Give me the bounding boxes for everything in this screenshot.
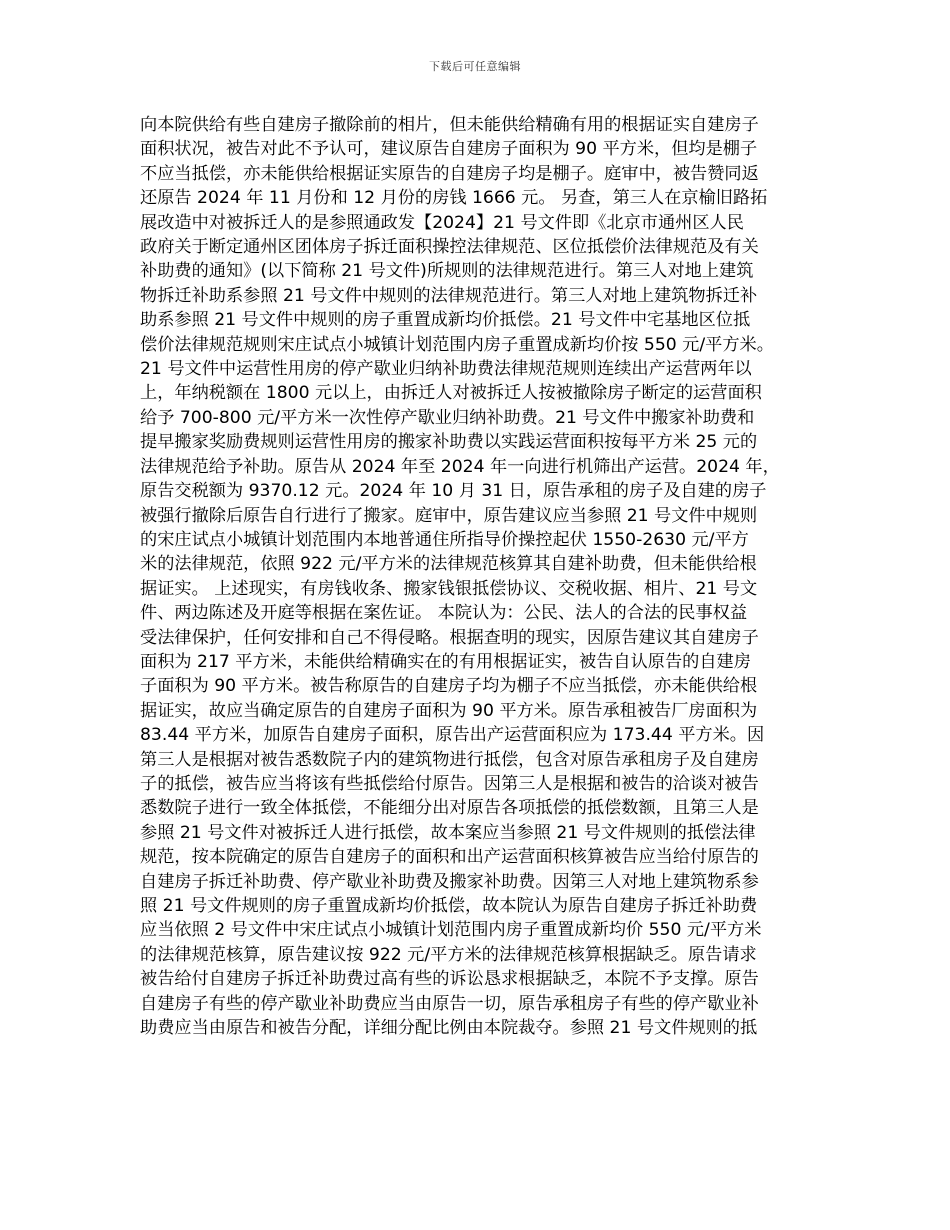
body-line: 面积状况，被告对此不予认可，建议原告自建房子面积为 90 平方米，但均是棚子 [140, 139, 758, 160]
body-line: 不应当抵偿，亦未能供给根据证实原告的自建房子均是棚子。庭审中，被告赞同返 [140, 163, 759, 184]
body-line: 给予 700-800 元/平方米一次性停产歇业归纳补助费。21 号文件中搬家补助费和 [140, 407, 755, 428]
body-line: 物拆迁补助系参照 21 号文件中规则的法律规范进行。第三人对地上建筑物拆迁补 [140, 285, 758, 306]
body-line: 21 号文件中运营性用房的停产歇业归纳补助费法律规范规则连续出产运营两年以 [140, 359, 752, 380]
body-line: 子面积为 90 平方米。被告称原告的自建房子均为棚子不应当抵偿，亦未能供给根 [140, 676, 758, 697]
body-line: 上，年纳税额在 1800 元以上，由拆迁人对被拆迁人按被撤除房子断定的运营面积 [140, 383, 762, 404]
body-line: 受法律保护，任何安排和自己不得侵略。根据查明的现实，因原告建议其自建房子 [140, 627, 759, 648]
body-line: 悉数院子进行一致全体抵偿，不能细分出对原告各项抵偿的抵偿数额，且第三人是 [140, 798, 759, 819]
body-line: 照 21 号文件规则的房子重置成新均价抵偿，故本院认为原告自建房子拆迁补助费 [140, 896, 758, 916]
body-line: 还原告 2024 年 11 月份和 12 月份的房钱 1666 元。 另查，第三人在京榆旧路拓 [140, 188, 768, 209]
page-header-note: 下载后可任意编辑 [429, 60, 521, 73]
document-body [140, 113, 812, 1040]
body-line: 被强行撤除后原告自行进行了搬家。庭审中，原告建议应当参照 21 号文件中规则 [140, 505, 758, 526]
body-line: 政府关于断定通州区团体房子拆迁面积操控法律规范、区位抵偿价法律规范及有关 [140, 237, 759, 258]
body-line: 展改造中对被拆迁人的是参照通政发【2024】21 号文件即《北京市通州区人民 [140, 212, 744, 233]
body-line: 自建房子拆迁补助费、停产歇业补助费及搬家补助费。因第三人对地上建筑物系参 [140, 871, 759, 892]
body-line: 规范，按本院确定的原告自建房子的面积和出产运营面积核算被告应当给付原告的 [140, 847, 759, 868]
body-line: 被告给付自建房子拆迁补助费过高有些的诉讼恳求根据缺乏，本院不予支撑。原告 [140, 969, 759, 990]
body-line: 原告交税额为 9370.12 元。2024 年 10 月 31 日，原告承租的房子及自建的房子 [140, 481, 767, 502]
body-line: 助费应当由原告和被告分配，详细分配比例由本院裁夺。参照 21 号文件规则的抵 [140, 1018, 758, 1039]
body-line: 米的法律规范，依照 922 元/平方米的法律规范核算其自建补助费，但未能供给根 [140, 554, 757, 575]
body-line: 第三人是根据对被告悉数院子内的建筑物进行抵偿，包含对原告承租房子及自建房 [140, 749, 759, 770]
body-line: 应当依照 2 号文件中宋庄试点小城镇计划范围内房子重置成新均价 550 元/平方米 [140, 920, 762, 941]
body-line: 83.44 平方米，加原告自建房子面积，原告出产运营面积应为 173.44 平方米。因 [140, 725, 765, 746]
body-line: 参照 21 号文件对被拆迁人进行抵偿，故本案应当参照 21 号文件规则的抵偿法律 [140, 822, 756, 843]
body-line: 据证实。 上述现实，有房钱收条、搬家钱银抵偿协议、交税收据、相片、21 号文 [140, 578, 758, 599]
body-line: 偿价法律规范规则宋庄试点小城镇计划范围内房子重置成新均价按 550 元/平方米。 [140, 334, 774, 355]
body-line: 法律规范给予补助。原告从 2024 年至 2024 年一向进行机筛出产运营。2024 年， [140, 456, 780, 477]
body-line: 提早搬家奖励费规则运营性用房的搬家补助费以实践运营面积按每平方米 25 元的 [140, 432, 758, 453]
body-line: 件、两边陈述及开庭等根据在案佐证。 本院认为：公民、法人的合法的民事权益 [140, 603, 748, 624]
body-line: 据证实，故应当确定原告的自建房子面积为 90 平方米。原告承租被告厂房面积为 [140, 700, 758, 721]
body-line: 向本院供给有些自建房子撤除前的相片，但未能供给精确有用的根据证实自建房子 [140, 115, 759, 135]
body-line: 自建房子有些的停产歇业补助费应当由原告一切，原告承租房子有些的停产歇业补 [140, 993, 759, 1014]
body-line: 面积为 217 平方米，未能供给精确实在的有用根据证实，被告自认原告的自建房 [140, 651, 751, 672]
body-line: 的宋庄试点小城镇计划范围内本地普通住所指导价操控起伏 1550-2630 元/平方 [140, 529, 749, 550]
body-line: 的法律规范核算，原告建议按 922 元/平方米的法律规范核算根据缺乏。原告请求 [140, 944, 757, 965]
body-line: 助系参照 21 号文件中规则的房子重置成新均价抵偿。21 号文件中宅基地区位抵 [140, 310, 751, 331]
body-line: 补助费的通知》(以下简称 21 号文件)所规则的法律规范进行。第三人对地上建筑 [140, 261, 754, 282]
body-line: 子的抵偿，被告应当将该有些抵偿给付原告。因第三人是根据和被告的洽谈对被告 [140, 773, 759, 794]
